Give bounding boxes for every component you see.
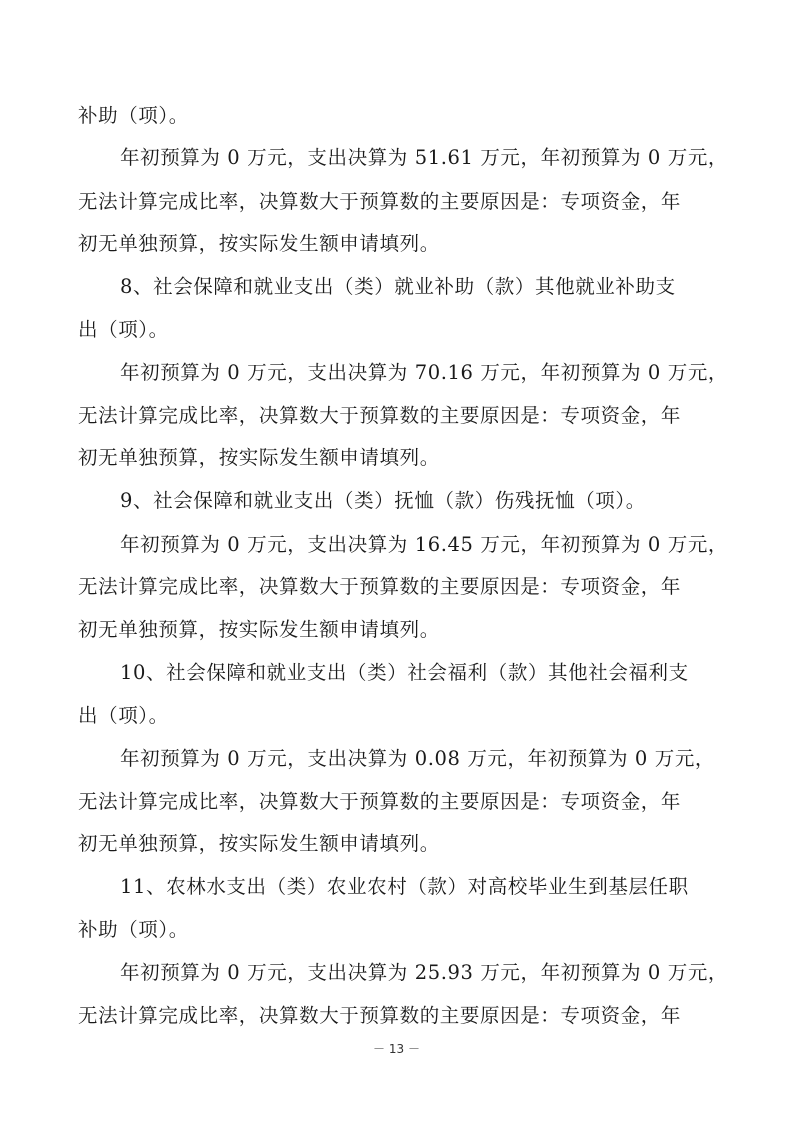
text-line: 无法计算完成比率，决算数大于预算数的主要原因是：专项资金，年 — [78, 1004, 682, 1027]
text-line: 无法计算完成比率，决算数大于预算数的主要原因是：专项资金，年 — [78, 190, 682, 213]
text-line: 初无单独预算，按实际发生额申请填列。 — [78, 446, 440, 469]
text-line: 初无单独预算，按实际发生额申请填列。 — [78, 232, 440, 255]
text-line: 初无单独预算，按实际发生额申请填列。 — [78, 832, 440, 855]
text-line: 9、社会保障和就业支出（类）抚恤（款）伤残抚恤（项）。 — [120, 489, 646, 512]
text-line: 年初预算为 0 万元，支出决算为 16.45 万元，年初预算为 0 万元， — [120, 533, 729, 556]
text-line: 出（项）。 — [78, 704, 169, 727]
text-line: 11、农林水支出（类）农业农村（款）对高校毕业生到基层任职 — [120, 875, 689, 898]
text-line: 补助（项）。 — [78, 918, 189, 941]
text-line: 无法计算完成比率，决算数大于预算数的主要原因是：专项资金，年 — [78, 790, 682, 813]
page-number: － 13 － — [373, 1042, 420, 1056]
text-line: 10、社会保障和就业支出（类）社会福利（款）其他社会福利支 — [120, 661, 689, 684]
text-line: 无法计算完成比率，决算数大于预算数的主要原因是：专项资金，年 — [78, 404, 682, 427]
text-line: 出（项）。 — [78, 318, 169, 341]
text-line: 年初预算为 0 万元，支出决算为 0.08 万元，年初预算为 0 万元， — [120, 747, 716, 770]
text-line: 8、社会保障和就业支出（类）就业补助（款）其他就业补助支 — [120, 275, 676, 298]
text-line: 年初预算为 0 万元，支出决算为 25.93 万元，年初预算为 0 万元， — [120, 961, 729, 984]
text-line: 年初预算为 0 万元，支出决算为 51.61 万元，年初预算为 0 万元， — [120, 146, 729, 169]
text-line: 无法计算完成比率，决算数大于预算数的主要原因是：专项资金，年 — [78, 575, 682, 598]
text-line: 初无单独预算，按实际发生额申请填列。 — [78, 618, 440, 641]
text-line: 年初预算为 0 万元，支出决算为 70.16 万元，年初预算为 0 万元， — [120, 361, 729, 384]
text-line: 补助（项）。 — [78, 104, 189, 127]
